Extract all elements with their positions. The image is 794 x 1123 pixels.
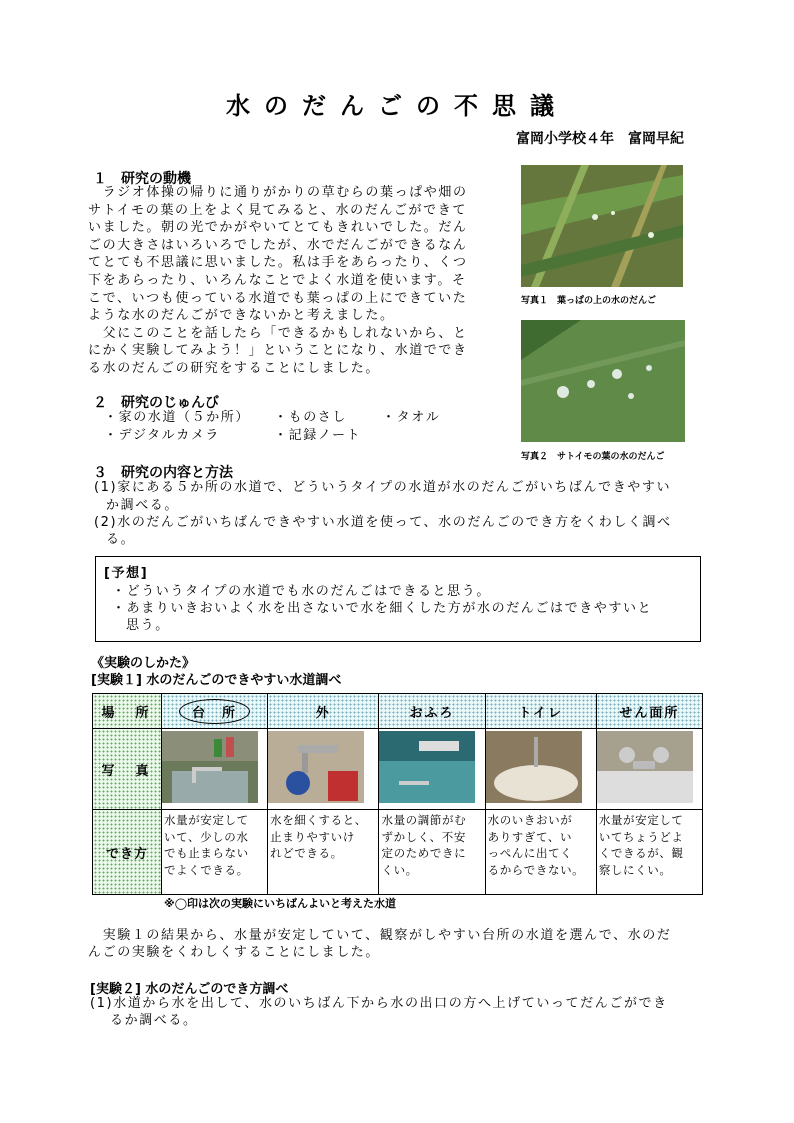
photo-cell — [485, 729, 596, 810]
result-line: いてちょうどよ — [598, 829, 684, 844]
result-cell — [268, 810, 379, 895]
section1-body — [88, 184, 508, 378]
result-cell — [162, 810, 268, 895]
toilet-faucet-photo — [486, 731, 582, 803]
method-line: る。 — [106, 532, 136, 547]
prediction-title: [予想] — [104, 566, 149, 581]
exp2-line: るか調べる。 — [110, 1013, 198, 1028]
washroom-faucet-photo — [597, 731, 693, 803]
section3-heading: ３ 研究の内容と方法 — [93, 465, 233, 481]
result-line: ずかしく、不安 — [381, 829, 466, 844]
experiment1-table — [92, 693, 703, 895]
result-line: っぺんに出てく — [487, 846, 573, 860]
result-line: 水量が安定して — [164, 813, 249, 827]
result-cell — [485, 810, 596, 895]
outdoor-faucet-photo — [268, 731, 364, 803]
text-line: ような水のだんごができないかと考えました。 — [88, 308, 395, 324]
photo-taro-leaf-droplets — [521, 320, 685, 442]
result-line: でよくできる。 — [164, 862, 249, 877]
text-line: 父にこのことを話したら「できるかもしれないから、と — [88, 325, 468, 341]
header-result: でき方 — [93, 810, 162, 895]
prediction-line: ・あまりいきおいよく水を出さないで水を細くした方が水のだんごはできやすいと — [112, 601, 653, 616]
prep-item: ・タオル — [382, 410, 441, 425]
method-heading: 《実験のしかた》 — [91, 656, 196, 671]
text-line: る水のだんごの研究をすることにしました。 — [88, 360, 381, 376]
header-place: 場 所 — [93, 694, 162, 729]
prep-item: ・デジタルカメラ — [104, 428, 221, 443]
table-note: ※◯印は次の実験にいちばんよいと考えた水道 — [164, 897, 397, 910]
text-line: 下をあらったり、いろんなことでよく水道を使います。そ — [88, 272, 467, 288]
photo-cell — [268, 729, 379, 810]
result-line: でも止まらない — [164, 846, 249, 860]
section1-heading: １ 研究の動機 — [93, 171, 191, 187]
column-header: 外 — [268, 694, 379, 729]
photo1-caption: 写真１ 葉っぱの上の水のだんご — [521, 296, 657, 306]
method-line: (2)水のだんごがいちばんできやすい水道を使って、水のだんごのでき方をくわしく調べ — [94, 515, 672, 530]
text-line: サトイモの葉の上をよく見てみると、水のだんごができて — [88, 202, 467, 218]
text-line: ラジオ体操の帰りに通りがかりの草むらの葉っぱや畑の — [88, 185, 468, 200]
table-result-row — [93, 810, 703, 895]
result-line: 水量の調節がむ — [381, 813, 467, 827]
exp2-line: (1)水道から水を出して、水のいちばん下から水の出口の方へ上げていってだんごができ — [90, 996, 668, 1011]
prediction-box — [95, 556, 701, 642]
result-cell — [379, 810, 485, 895]
photo-cell — [596, 729, 702, 810]
result-line: 水のいきおいが — [487, 813, 573, 827]
prep-item: ・ものさし — [274, 410, 348, 425]
conclusion-line: んごの実験をくわしくすることにしました。 — [88, 945, 381, 960]
result-line: いて、少しの水 — [164, 829, 249, 844]
section2-heading: ２ 研究のじゅんび — [93, 395, 219, 411]
table-header-row — [93, 694, 703, 729]
photo-cell — [379, 729, 485, 810]
column-header — [162, 694, 268, 729]
result-line: ありすぎて、い — [487, 829, 573, 844]
result-line: 定のためできに — [381, 846, 467, 860]
result-line: 水量が安定して — [598, 813, 684, 827]
result-line: くできるが、観 — [598, 846, 684, 860]
column-header: せん面所 — [596, 694, 702, 729]
prep-item: ・記録ノート — [274, 428, 362, 443]
table-photo-row — [93, 729, 703, 810]
result-line: くい。 — [381, 862, 418, 877]
result-cell — [596, 810, 702, 895]
column-header: おふろ — [379, 694, 485, 729]
result-line: 止まりやすいけ — [270, 829, 355, 844]
method-line: か調べる。 — [106, 498, 180, 513]
header-photo: 写 真 — [93, 729, 162, 810]
photo-leaf-droplets — [521, 165, 683, 287]
prediction-line: 思う。 — [126, 618, 170, 633]
exp2-heading: [実験２] 水のだんごのでき方調べ — [90, 982, 289, 997]
text-line: にかく実験してみよう！」ということになり、水道ででき — [88, 343, 468, 359]
photo2-caption: 写真２ サトイモの葉の水のだんご — [521, 452, 665, 462]
method-line: (1)家にある５か所の水道で、どういうタイプの水道が水のだんごがいちばんできやすい — [94, 480, 672, 495]
column-header: トイレ — [485, 694, 596, 729]
bath-faucet-photo — [379, 731, 475, 803]
kitchen-faucet-photo — [162, 731, 258, 803]
prediction-line: ・どういうタイプの水道でも水のだんごはできると思う。 — [112, 584, 491, 599]
result-line: 水を細くすると、 — [270, 813, 367, 827]
photo-cell — [162, 729, 268, 810]
result-line: れどできる。 — [270, 846, 343, 860]
selected-circle: 台 所 — [179, 699, 250, 724]
conclusion-line: 実験１の結果から、水量が安定していて、観察がしやすい台所の水道を選んで、水のだ — [88, 928, 672, 943]
text-line: いました。朝の光でかがやいてとてもきれいでした。だん — [88, 220, 468, 236]
prep-item: ・家の水道（５か所） — [104, 410, 251, 425]
result-line: るからできない。 — [487, 862, 585, 877]
author-line: 富岡小学校４年 富岡早紀 — [516, 131, 684, 147]
text-line: こで、いつも使っている水道でも葉っぱの上にできていた — [88, 290, 468, 306]
text-line: ごの大きさはいろいろでしたが、水でだんごができるなん — [88, 237, 468, 253]
result-line: 察しにくい。 — [598, 862, 672, 877]
text-line: てとても不思議に思いました。私は手をあらったり、くつ — [88, 255, 468, 271]
exp1-heading: [実験１] 水のだんごのできやすい水道調べ — [91, 673, 342, 688]
page-title: 水のだんごの不思議 — [226, 92, 568, 120]
